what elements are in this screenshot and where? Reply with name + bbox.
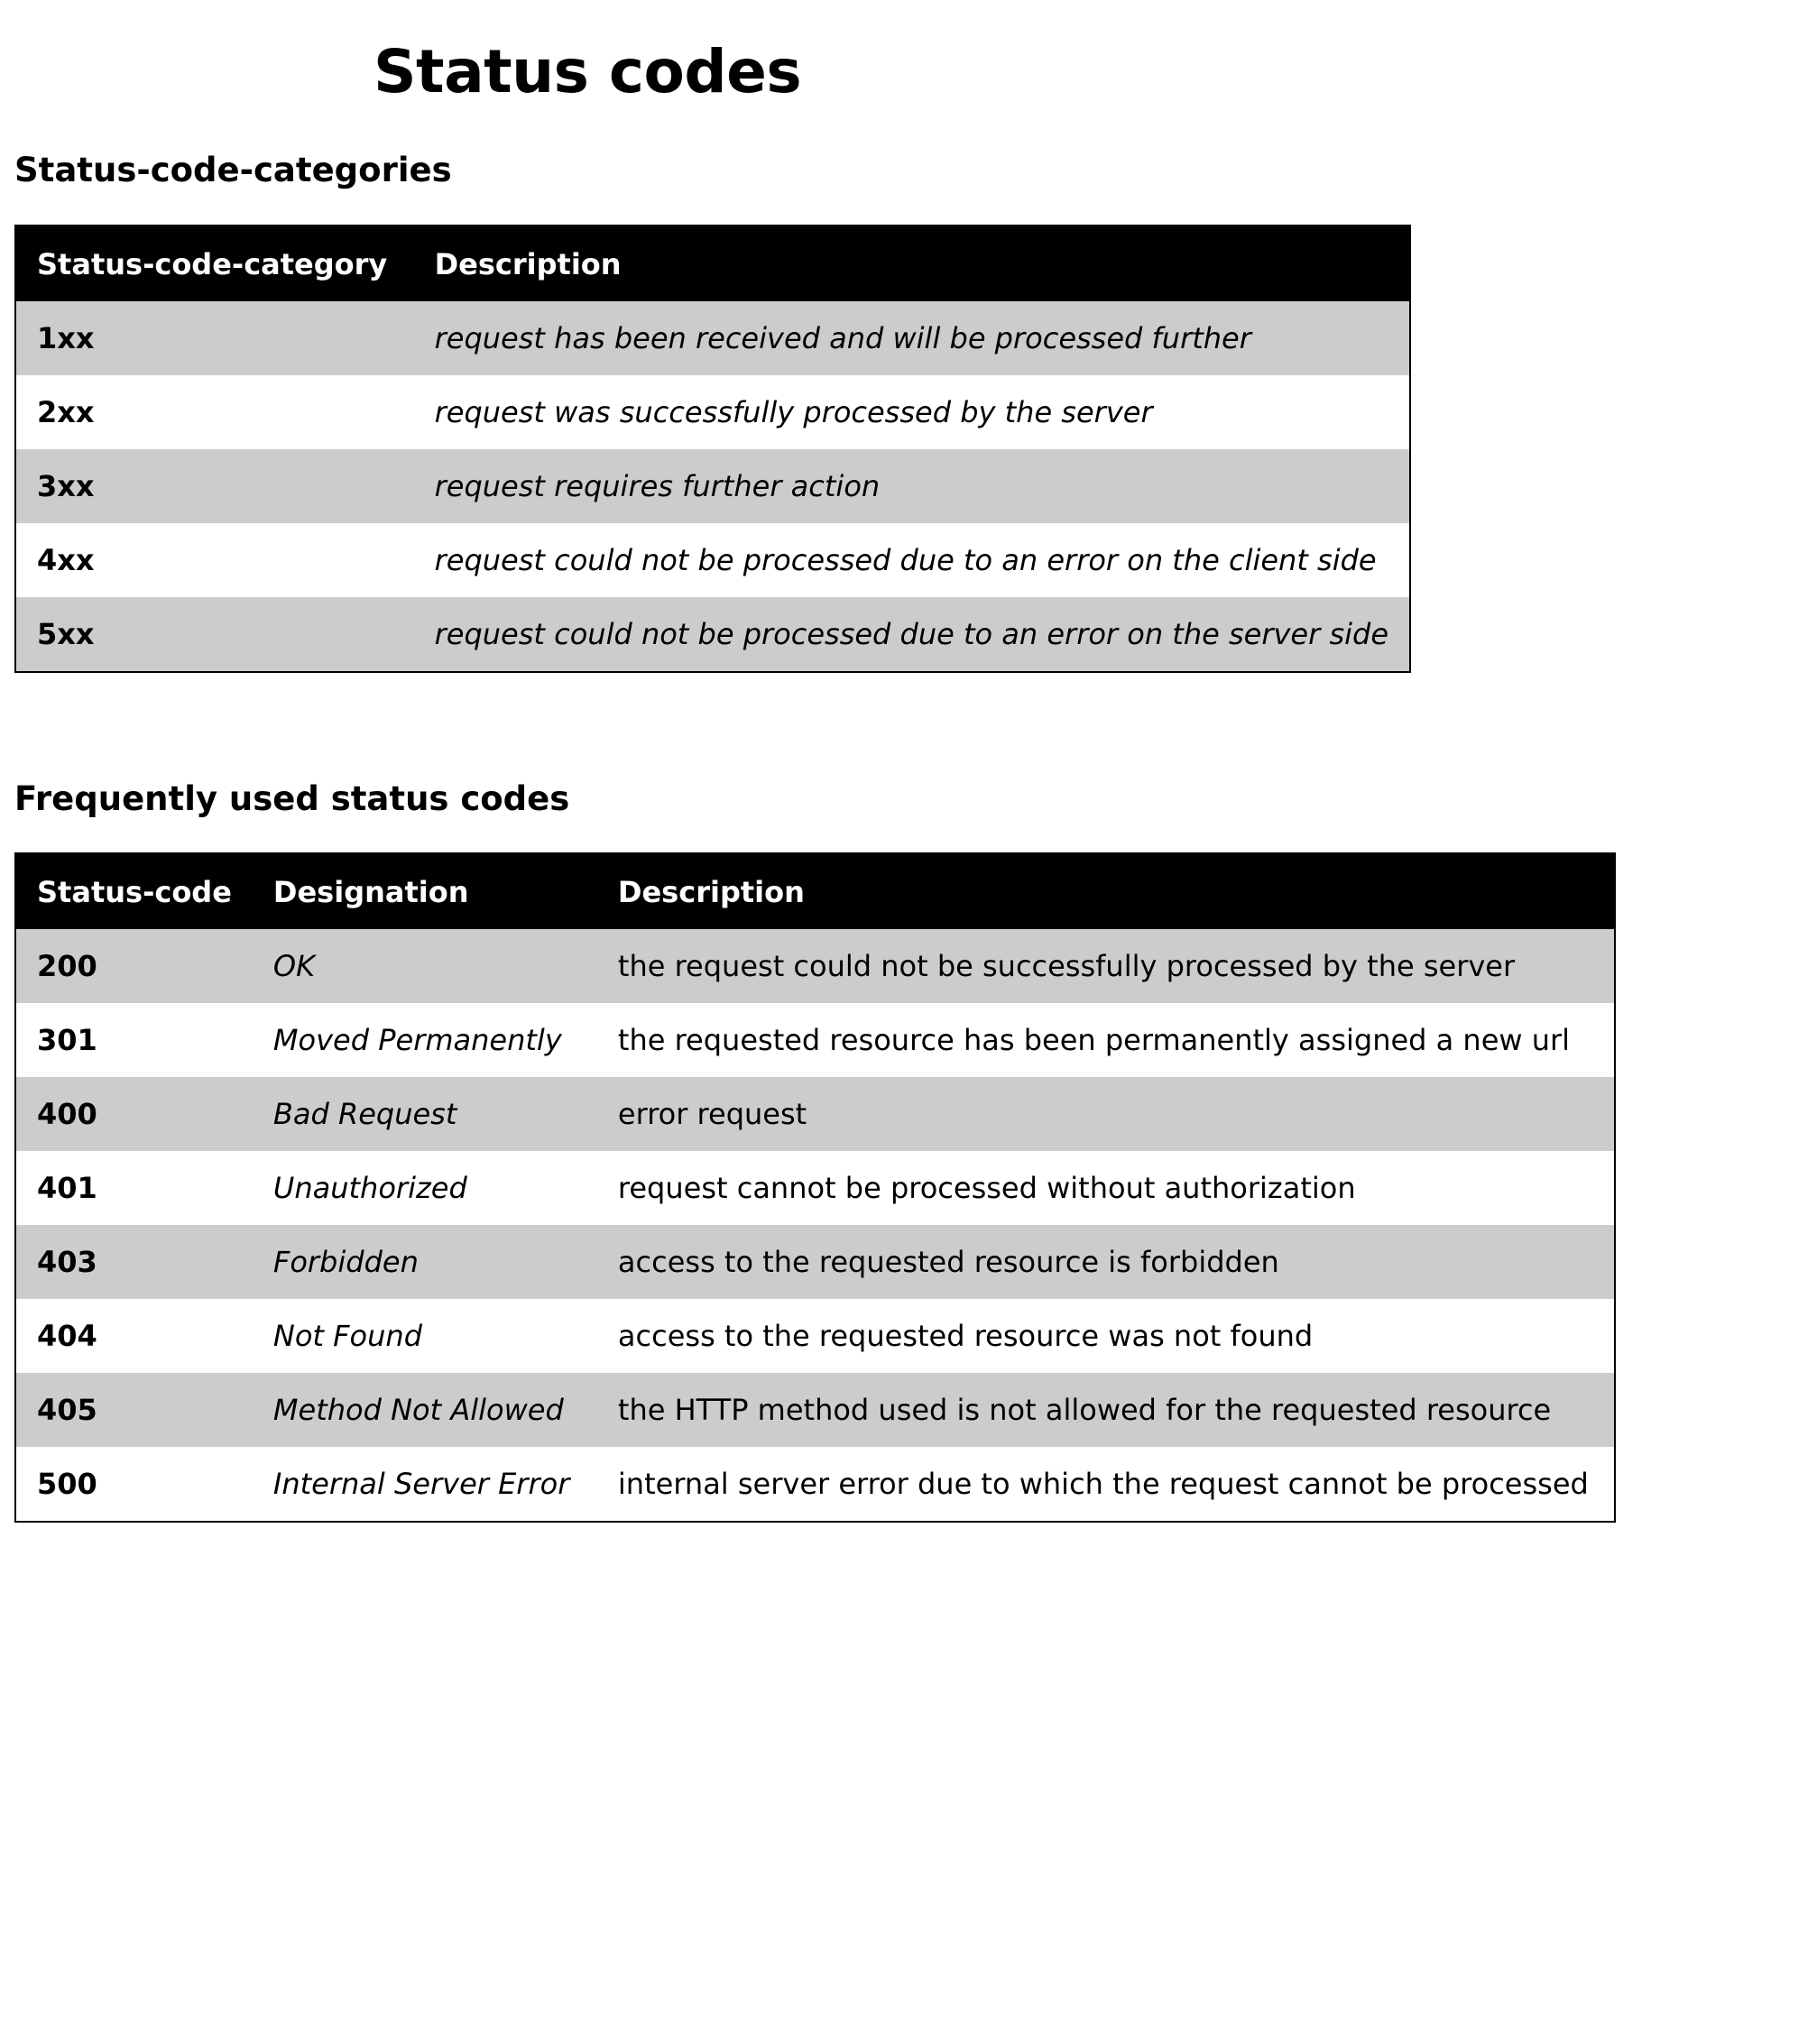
table-row — [15, 929, 1615, 1003]
designation-cell: Not Found — [253, 1299, 597, 1373]
column-header-status-code: Status-code — [15, 853, 253, 929]
category-cell: 3xx — [15, 449, 414, 523]
table-row — [15, 597, 1410, 672]
description-cell: internal server error due to which the request cannot be processed — [597, 1447, 1615, 1522]
page-title: Status codes — [374, 37, 802, 106]
category-cell: 4xx — [15, 523, 414, 597]
column-header-category: Status-code-category — [15, 226, 414, 301]
column-header-description: Description — [597, 853, 1615, 929]
designation-cell: Forbidden — [253, 1225, 597, 1299]
description-cell: request cannot be processed without authorization — [597, 1151, 1615, 1225]
category-cell: 2xx — [15, 375, 414, 449]
description-cell: the HTTP method used is not allowed for the requested resource — [597, 1373, 1615, 1447]
designation-cell: Bad Request — [253, 1077, 597, 1151]
table-row — [15, 1151, 1615, 1225]
description-cell: access to the requested resource is forbidden — [597, 1225, 1615, 1299]
designation-cell: Moved Permanently — [253, 1003, 597, 1077]
description-cell: the request could not be successfully processed by the server — [597, 929, 1615, 1003]
table-row — [15, 301, 1410, 375]
description-cell: access to the requested resource was not found — [597, 1299, 1615, 1373]
status-code-cell: 500 — [15, 1447, 253, 1522]
description-cell: request could not be processed due to an error on the client side — [414, 523, 1410, 597]
description-cell: request could not be processed due to an error on the server side — [414, 597, 1410, 672]
status-code-cell: 400 — [15, 1077, 253, 1151]
description-cell: the requested resource has been permanently assigned a new url — [597, 1003, 1615, 1077]
table-header-row — [15, 853, 1615, 929]
status-code-cell: 403 — [15, 1225, 253, 1299]
designation-cell: Unauthorized — [253, 1151, 597, 1225]
status-code-cell: 301 — [15, 1003, 253, 1077]
status-code-cell: 404 — [15, 1299, 253, 1373]
designation-cell: OK — [253, 929, 597, 1003]
table-row — [15, 523, 1410, 597]
frequent-status-codes-table — [14, 852, 1616, 1523]
table-row — [15, 1447, 1615, 1522]
column-header-designation: Designation — [253, 853, 597, 929]
table-row — [15, 1225, 1615, 1299]
category-cell: 1xx — [15, 301, 414, 375]
status-code-cell: 401 — [15, 1151, 253, 1225]
category-cell: 5xx — [15, 597, 414, 672]
table-row — [15, 1003, 1615, 1077]
categories-heading: Status-code-categories — [14, 151, 452, 189]
table-header-row — [15, 226, 1410, 301]
status-code-cell: 200 — [15, 929, 253, 1003]
table-row — [15, 449, 1410, 523]
frequent-codes-heading: Frequently used status codes — [14, 779, 570, 818]
status-code-cell: 405 — [15, 1373, 253, 1447]
designation-cell: Method Not Allowed — [253, 1373, 597, 1447]
table-row — [15, 1299, 1615, 1373]
description-cell: request has been received and will be processed further — [414, 301, 1410, 375]
table-row — [15, 1373, 1615, 1447]
description-cell: request requires further action — [414, 449, 1410, 523]
description-cell: request was successfully processed by the server — [414, 375, 1410, 449]
column-header-description: Description — [414, 226, 1410, 301]
description-cell: error request — [597, 1077, 1615, 1151]
table-row — [15, 1077, 1615, 1151]
status-code-categories-table — [14, 225, 1411, 673]
table-row — [15, 375, 1410, 449]
designation-cell: Internal Server Error — [253, 1447, 597, 1522]
